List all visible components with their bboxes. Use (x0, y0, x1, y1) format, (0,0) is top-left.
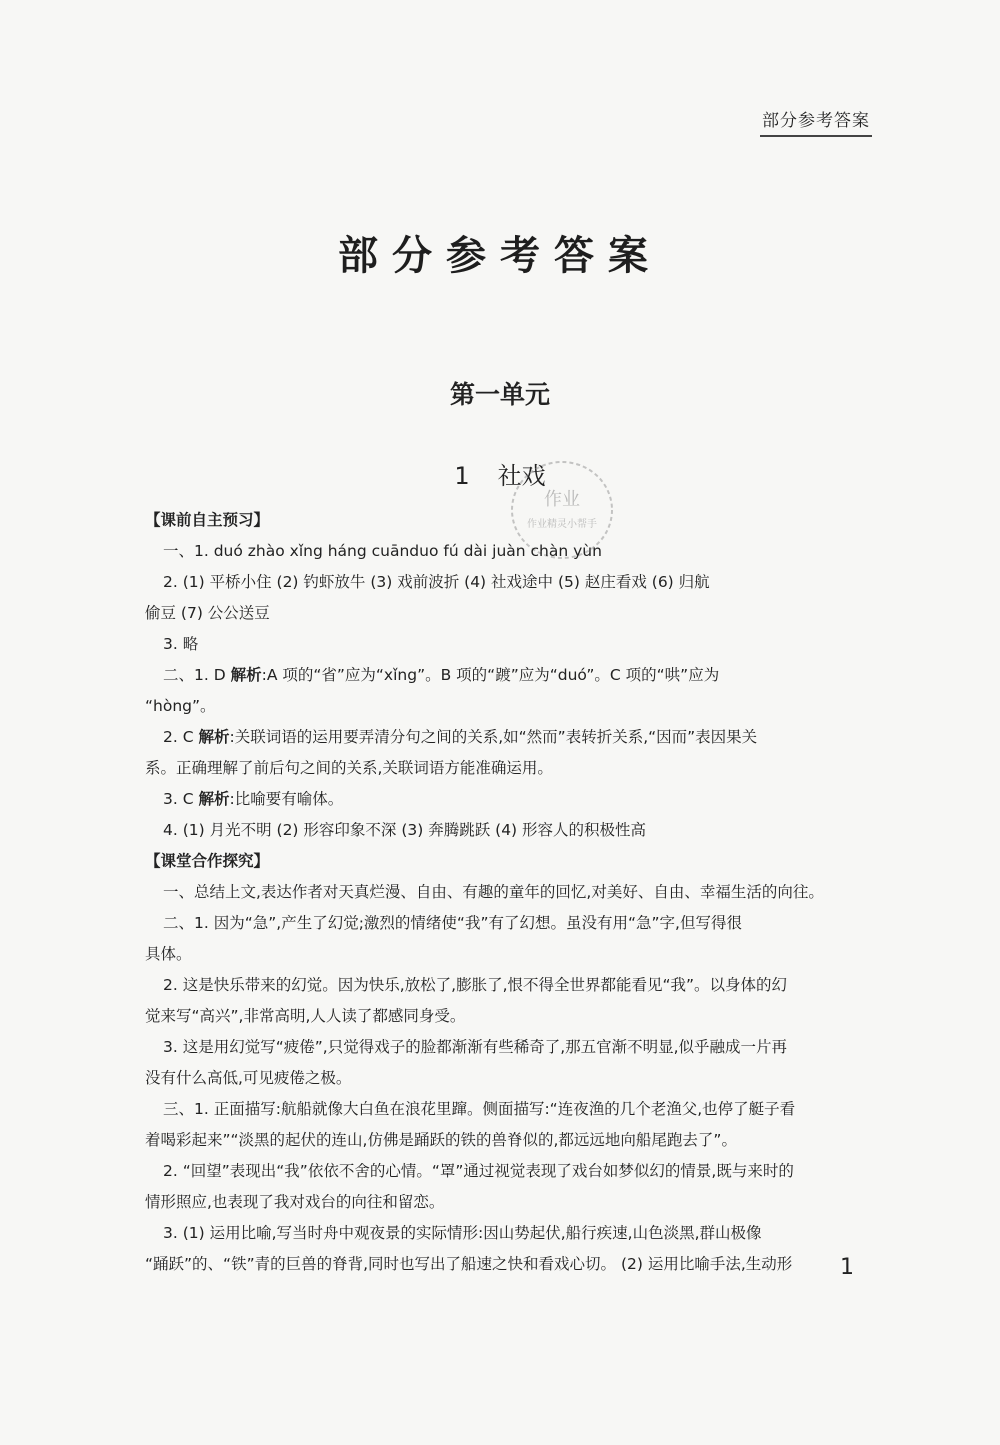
answer-line: 偷豆 (7) 公公送豆 (145, 604, 270, 622)
watermark-text-2: 作业精灵小帮手 (527, 519, 597, 530)
answer-line: 2. 这是快乐带来的幻觉。因为快乐,放松了,膨胀了,恨不得全世界都能看见“我”。以身体的幻 (163, 976, 788, 994)
answer-line: 一、总结上文,表达作者对天真烂漫、自由、有趣的童年的回忆,对美好、自由、幸福生活的向往。 (163, 883, 824, 901)
answer-line: 二、1. 因为“急”,产生了幻觉;激烈的情绪使“我”有了幻想。虽没有用“急”字,但写得很 (163, 914, 742, 932)
section-preview-heading: 【课前自主预习】 (145, 511, 270, 529)
answer-line: 觉来写“高兴”,非常高明,人人读了都感同身受。 (145, 1007, 466, 1025)
page-title: 部分参考答案 (338, 232, 662, 279)
answer-line: 3. (1) 运用比喻,写当时舟中观夜景的实际情形:因山势起伏,船行疾速,山色淡黑,群山极像 (163, 1224, 762, 1242)
analysis-keyword: 解析 (198, 790, 230, 808)
watermark-text-1: 作业 (544, 489, 580, 510)
page-number: 1 (840, 1255, 854, 1280)
answer-line: 具体。 (145, 945, 192, 963)
lesson-title (0, 456, 1000, 491)
answer-line: 情形照应,也表现了我对戏台的向往和留恋。 (145, 1193, 445, 1211)
answer-content (145, 505, 857, 1280)
answer-line: 2. “回望”表现出“我”依依不舍的心情。“罩”通过视觉表现了戏台如梦似幻的情景,既与来时的 (163, 1162, 794, 1180)
answer-prefix: 3. C (163, 790, 199, 808)
unit-title: 第一单元 (449, 380, 550, 409)
answer-line: 三、1. 正面描写:航船就像大白鱼在浪花里蹿。侧面描写:“连夜渔的几个老渔父,也停了艇子看 (163, 1100, 796, 1118)
answer-line: 4. (1) 月光不明 (2) 形容印象不深 (3) 奔腾跳跃 (4) 形容人的积极性高 (163, 821, 647, 839)
answer-line (145, 784, 857, 815)
answer-line: 着喝彩起来”“淡黑的起伏的连山,仿佛是踊跃的铁的兽脊似的,都远远地向船尾跑去了”。 (145, 1131, 737, 1149)
answer-prefix: 2. C (163, 728, 199, 746)
answer-line: 2. (1) 平桥小住 (2) 钓虾放牛 (3) 戏前波折 (4) 社戏途中 (5) 赵庄看戏 (6) 归航 (163, 573, 710, 591)
answer-line: 一、1. duó zhào xǐng háng cuānduo fú dài juàn chàn yùn (163, 542, 602, 560)
answer-line (145, 660, 857, 691)
answer-line: 没有什么高低,可见疲倦之极。 (145, 1069, 352, 1087)
answer-line: “hòng”。 (145, 697, 216, 715)
answer-line: 3. 这是用幻觉写“疲倦”,只觉得戏子的脸都渐渐有些稀奇了,那五官渐不明显,似乎融成一片再 (163, 1038, 788, 1056)
section-explore-heading: 【课堂合作探究】 (145, 852, 270, 870)
analysis-keyword: 解析 (230, 666, 262, 684)
analysis-keyword: 解析 (198, 728, 230, 746)
answer-text: :关联词语的运用要弄清分句之间的关系,如“然而”表转折关系,“因而”表因果关 (229, 728, 758, 746)
answer-line: 3. 略 (163, 635, 199, 653)
answer-line: 系。正确理解了前后句之间的关系,关联词语方能准确运用。 (145, 759, 553, 777)
answer-prefix: 二、1. D (163, 666, 231, 684)
answer-text: :比喻要有喻体。 (229, 790, 344, 808)
lesson-number: 1 (454, 462, 470, 490)
answer-text: :A 项的“省”应为“xǐng”。B 项的“踱”应为“duó”。C 项的“哄”应为 (261, 666, 720, 684)
lesson-name: 社戏 (497, 462, 546, 490)
answer-line: “踊跃”的、“铁”青的巨兽的脊背,同时也写出了船速之快和看戏心切。 (2) 运用比喻手法,生动形 (145, 1255, 793, 1273)
header-tag: 部分参考答案 (760, 104, 872, 137)
answer-line (145, 722, 857, 753)
